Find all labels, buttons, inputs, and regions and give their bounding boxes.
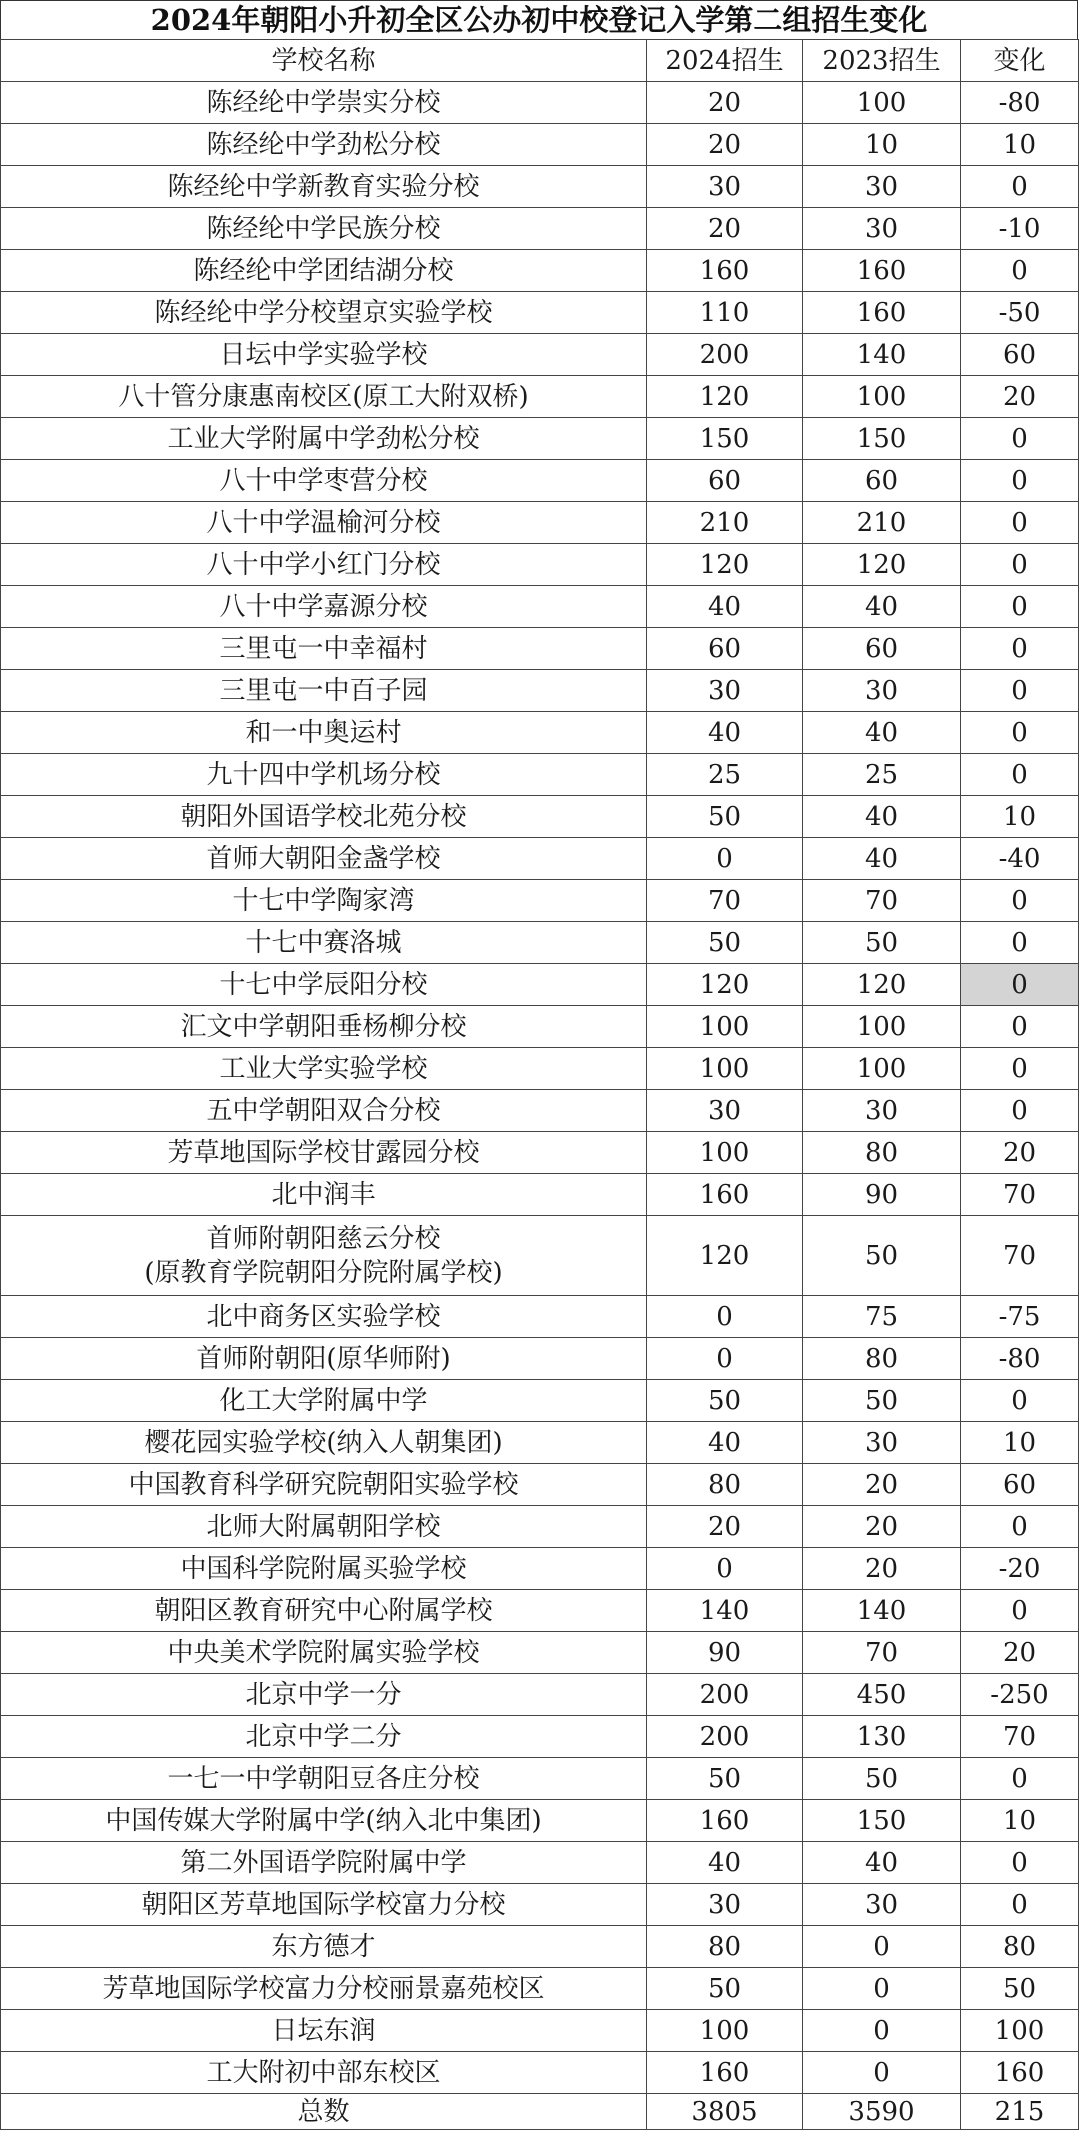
school-name-cell: 八十中学小红门分校 [1,544,647,586]
change-cell: -50 [961,292,1079,334]
enrollment-2023-cell: 40 [803,712,961,754]
school-name-line: 首师附朝阳慈云分校 [206,1223,441,1254]
table-row [1,1216,1079,1296]
enrollment-2023-cell: 160 [803,292,961,334]
change-cell: 70 [961,1216,1079,1296]
school-name-cell: 日坛中学实验学校 [1,334,647,376]
enrollment-2023-cell: 150 [803,418,961,460]
change-cell: 80 [961,1926,1079,1968]
school-name-cell: 第二外国语学院附属中学 [1,1842,647,1884]
enrollment-2024-cell: 200 [647,334,803,376]
change-cell: 100 [961,2010,1079,2052]
enrollment-2024-cell: 40 [647,712,803,754]
change-cell: -80 [961,82,1079,124]
school-name-cell: 陈经纶中学民族分校 [1,208,647,250]
enrollment-2024-cell: 50 [647,922,803,964]
change-cell: 0 [961,1506,1079,1548]
enrollment-table [0,39,1079,2130]
school-name-cell: 工业大学实验学校 [1,1048,647,1090]
change-cell: 0 [961,502,1079,544]
table-row [1,1296,1079,1338]
enrollment-2024-cell: 160 [647,1174,803,1216]
enrollment-2023-cell: 100 [803,376,961,418]
change-cell: 20 [961,1632,1079,1674]
enrollment-2024-cell: 0 [647,838,803,880]
enrollment-2023-cell: 150 [803,1800,961,1842]
table-row [1,880,1079,922]
change-cell: 70 [961,1174,1079,1216]
change-cell: 0 [961,460,1079,502]
school-name-cell: 北京中学一分 [1,1674,647,1716]
table-row [1,838,1079,880]
change-cell: 0 [961,922,1079,964]
school-name-cell: 汇文中学朝阳垂杨柳分校 [1,1006,647,1048]
school-name-cell: 九十四中学机场分校 [1,754,647,796]
change-cell: 0 [961,670,1079,712]
enrollment-2024-cell: 0 [647,1338,803,1380]
enrollment-2023-cell: 30 [803,1090,961,1132]
table-row [1,1800,1079,1842]
enrollment-2023-cell: 90 [803,1174,961,1216]
enrollment-2023-cell: 140 [803,334,961,376]
school-name-cell: 和一中奥运村 [1,712,647,754]
school-name-cell: 工大附初中部东校区 [1,2052,647,2094]
change-cell: -10 [961,208,1079,250]
enrollment-2024-cell: 0 [647,1296,803,1338]
school-name-cell: 工业大学附属中学劲松分校 [1,418,647,460]
enrollment-2024-cell: 25 [647,754,803,796]
enrollment-2024-cell: 80 [647,1926,803,1968]
table-row [1,1338,1079,1380]
table-row [1,1006,1079,1048]
school-name-cell: 中央美术学院附属实验学校 [1,1632,647,1674]
enrollment-2024-cell: 210 [647,502,803,544]
school-name-cell: 首师大朝阳金盏学校 [1,838,647,880]
header-change: 变化 [961,40,1079,82]
school-name-cell: 首师附朝阳(原华师附) [1,1338,647,1380]
total-change: 215 [961,2094,1079,2130]
enrollment-2024-cell: 20 [647,124,803,166]
school-name-cell: 樱花园实验学校(纳入人朝集团) [1,1422,647,1464]
enrollment-2024-cell: 20 [647,208,803,250]
table-row [1,166,1079,208]
change-cell: 0 [961,250,1079,292]
enrollment-2024-cell: 50 [647,1380,803,1422]
school-name-cell: 北京中学二分 [1,1716,647,1758]
enrollment-2024-cell: 120 [647,964,803,1006]
change-cell: 60 [961,1464,1079,1506]
table-row [1,586,1079,628]
enrollment-2023-cell: 120 [803,544,961,586]
table-row [1,1926,1079,1968]
school-name-cell: 芳草地国际学校富力分校丽景嘉苑校区 [1,1968,647,2010]
change-cell: 50 [961,1968,1079,2010]
school-name-cell: 陈经纶中学崇实分校 [1,82,647,124]
enrollment-2023-cell: 50 [803,922,961,964]
school-name-cell: 芳草地国际学校甘露园分校 [1,1132,647,1174]
table-row [1,334,1079,376]
change-cell: 0 [961,1884,1079,1926]
table-row [1,1758,1079,1800]
change-cell: 0 [961,1048,1079,1090]
enrollment-2024-cell: 160 [647,250,803,292]
enrollment-2023-cell: 25 [803,754,961,796]
enrollment-2023-cell: 30 [803,166,961,208]
enrollment-2023-cell: 450 [803,1674,961,1716]
change-cell: 10 [961,1422,1079,1464]
table-row [1,2010,1079,2052]
school-name-cell: 朝阳外国语学校北苑分校 [1,796,647,838]
school-name-cell: 日坛东润 [1,2010,647,2052]
school-name-cell: 东方德才 [1,1926,647,1968]
table-row [1,250,1079,292]
enrollment-2024-cell: 100 [647,1048,803,1090]
change-cell: 0 [961,166,1079,208]
enrollment-2024-cell: 200 [647,1716,803,1758]
school-name-cell: 一七一中学朝阳豆各庄分校 [1,1758,647,1800]
enrollment-2024-cell: 120 [647,376,803,418]
school-name-cell: 北师大附属朝阳学校 [1,1506,647,1548]
enrollment-2024-cell: 100 [647,1006,803,1048]
table-row [1,376,1079,418]
enrollment-2024-cell: 50 [647,1758,803,1800]
enrollment-2023-cell: 30 [803,1884,961,1926]
header-2024-enrollment: 2024招生 [647,40,803,82]
enrollment-2023-cell: 0 [803,1926,961,1968]
table-body [1,82,1079,2094]
change-cell: 0 [961,712,1079,754]
change-cell: -80 [961,1338,1079,1380]
enrollment-2024-cell: 160 [647,2052,803,2094]
table-row [1,1090,1079,1132]
change-cell: 0 [961,754,1079,796]
enrollment-2023-cell: 0 [803,2010,961,2052]
change-cell: 60 [961,334,1079,376]
school-name-cell: 北中商务区实验学校 [1,1296,647,1338]
table-row [1,754,1079,796]
enrollment-2024-cell: 100 [647,1132,803,1174]
school-name-cell: 中国科学院附属买验学校 [1,1548,647,1590]
school-name-cell: 化工大学附属中学 [1,1380,647,1422]
total-row [1,2094,1079,2130]
table-row [1,1884,1079,1926]
enrollment-2024-cell: 150 [647,418,803,460]
school-name-cell: 五中学朝阳双合分校 [1,1090,647,1132]
enrollment-2023-cell: 50 [803,1380,961,1422]
school-name-cell: 陈经纶中学团结湖分校 [1,250,647,292]
total-label: 总数 [1,2094,647,2130]
enrollment-2023-cell: 100 [803,1006,961,1048]
school-name-cell: 北中润丰 [1,1174,647,1216]
table-row [1,1174,1079,1216]
enrollment-2023-cell: 0 [803,1968,961,2010]
school-name-cell: 十七中赛洛城 [1,922,647,964]
enrollment-2023-cell: 100 [803,82,961,124]
table-row [1,82,1079,124]
table-row [1,1506,1079,1548]
school-name-cell: 陈经纶中学新教育实验分校 [1,166,647,208]
change-cell: 0 [961,1590,1079,1632]
enrollment-2024-cell: 140 [647,1590,803,1632]
school-name-cell: 三里屯一中百子园 [1,670,647,712]
table-row [1,922,1079,964]
school-name-cell: 朝阳区教育研究中心附属学校 [1,1590,647,1632]
enrollment-2023-cell: 70 [803,880,961,922]
enrollment-2024-cell: 60 [647,460,803,502]
table-row [1,1968,1079,2010]
enrollment-2024-cell: 100 [647,2010,803,2052]
enrollment-2024-cell: 30 [647,1090,803,1132]
table-row [1,1632,1079,1674]
enrollment-2023-cell: 40 [803,1842,961,1884]
header-row [1,40,1079,82]
school-name-note: (原教育学院朝阳分院附属学校) [144,1257,503,1288]
enrollment-2023-cell: 0 [803,2052,961,2094]
enrollment-2024-cell: 20 [647,1506,803,1548]
table-row [1,1380,1079,1422]
enrollment-2024-cell: 60 [647,628,803,670]
total-2024: 3805 [647,2094,803,2130]
table-row [1,418,1079,460]
change-cell: 10 [961,796,1079,838]
school-name-cell: 陈经纶中学分校望京实验学校 [1,292,647,334]
school-name-cell: 三里屯一中幸福村 [1,628,647,670]
header-school-name: 学校名称 [1,40,647,82]
enrollment-2024-cell: 160 [647,1800,803,1842]
change-cell: 0 [961,586,1079,628]
enrollment-2024-cell: 80 [647,1464,803,1506]
enrollment-2024-cell: 50 [647,796,803,838]
enrollment-2023-cell: 40 [803,838,961,880]
change-cell: 70 [961,1716,1079,1758]
table-row [1,208,1079,250]
enrollment-2023-cell: 140 [803,1590,961,1632]
change-cell: 0 [961,1006,1079,1048]
table-row [1,2052,1079,2094]
school-name-cell: 十七中学辰阳分校 [1,964,647,1006]
enrollment-2024-cell: 70 [647,880,803,922]
enrollment-2023-cell: 30 [803,208,961,250]
table-row [1,1048,1079,1090]
change-cell: -250 [961,1674,1079,1716]
school-name-cell: 八十管分康惠南校区(原工大附双桥) [1,376,647,418]
enrollment-2023-cell: 50 [803,1758,961,1800]
enrollment-2023-cell: 80 [803,1338,961,1380]
total-2023: 3590 [803,2094,961,2130]
table-row [1,1422,1079,1464]
school-name-cell: 中国教育科学研究院朝阳实验学校 [1,1464,647,1506]
enrollment-2023-cell: 80 [803,1132,961,1174]
enrollment-2023-cell: 20 [803,1464,961,1506]
table-row [1,1590,1079,1632]
enrollment-2024-cell: 30 [647,670,803,712]
change-cell: 160 [961,2052,1079,2094]
enrollment-2023-cell: 50 [803,1216,961,1296]
change-cell: 10 [961,124,1079,166]
table-row [1,1132,1079,1174]
enrollment-2023-cell: 60 [803,460,961,502]
change-cell: 0 [961,544,1079,586]
enrollment-2024-cell: 50 [647,1968,803,2010]
change-cell: 0 [961,880,1079,922]
school-name-cell: 朝阳区芳草地国际学校富力分校 [1,1884,647,1926]
enrollment-2024-cell: 120 [647,544,803,586]
change-cell: 0 [961,1842,1079,1884]
school-name-cell: 八十中学温榆河分校 [1,502,647,544]
enrollment-2024-cell: 120 [647,1216,803,1296]
table-row [1,712,1079,754]
school-name-cell: 八十中学枣营分校 [1,460,647,502]
school-name-cell: 陈经纶中学劲松分校 [1,124,647,166]
enrollment-2024-cell: 200 [647,1674,803,1716]
enrollment-2024-cell: 110 [647,292,803,334]
change-cell: 0 [961,628,1079,670]
enrollment-2023-cell: 210 [803,502,961,544]
change-cell: 0 [961,1758,1079,1800]
enrollment-2023-cell: 160 [803,250,961,292]
change-cell: 0 [961,964,1079,1006]
enrollment-2023-cell: 60 [803,628,961,670]
school-name-cell [1,1216,647,1296]
enrollment-2024-cell: 30 [647,166,803,208]
enrollment-2024-cell: 30 [647,1884,803,1926]
enrollment-2023-cell: 20 [803,1548,961,1590]
enrollment-2024-cell: 40 [647,1842,803,1884]
change-cell: 0 [961,1090,1079,1132]
table-row [1,964,1079,1006]
change-cell: 10 [961,1800,1079,1842]
enrollment-2023-cell: 30 [803,1422,961,1464]
enrollment-2023-cell: 40 [803,586,961,628]
table-row [1,1674,1079,1716]
change-cell: -20 [961,1548,1079,1590]
enrollment-2024-cell: 90 [647,1632,803,1674]
school-name-cell: 中国传媒大学附属中学(纳入北中集团) [1,1800,647,1842]
change-cell: 0 [961,418,1079,460]
table-row [1,292,1079,334]
change-cell: -75 [961,1296,1079,1338]
table-row [1,502,1079,544]
enrollment-2023-cell: 75 [803,1296,961,1338]
table-row [1,1464,1079,1506]
change-cell: 20 [961,376,1079,418]
enrollment-2024-cell: 20 [647,82,803,124]
table-row [1,124,1079,166]
enrollment-2023-cell: 130 [803,1716,961,1758]
enrollment-2023-cell: 30 [803,670,961,712]
enrollment-2023-cell: 120 [803,964,961,1006]
enrollment-2023-cell: 40 [803,796,961,838]
header-2023-enrollment: 2023招生 [803,40,961,82]
enrollment-2024-cell: 0 [647,1548,803,1590]
school-name-cell: 十七中学陶家湾 [1,880,647,922]
enrollment-2023-cell: 100 [803,1048,961,1090]
table-row [1,544,1079,586]
change-cell: 20 [961,1132,1079,1174]
school-name-cell: 八十中学嘉源分校 [1,586,647,628]
enrollment-2023-cell: 70 [803,1632,961,1674]
change-cell: 0 [961,1380,1079,1422]
table-row [1,628,1079,670]
table-title: 2024年朝阳小升初全区公办初中校登记入学第二组招生变化 [0,0,1078,40]
table-row [1,1548,1079,1590]
enrollment-2024-cell: 40 [647,586,803,628]
change-cell: -40 [961,838,1079,880]
table-row [1,670,1079,712]
enrollment-2023-cell: 10 [803,124,961,166]
enrollment-2023-cell: 20 [803,1506,961,1548]
table-row [1,1842,1079,1884]
table-row [1,1716,1079,1758]
table-row [1,796,1079,838]
enrollment-2024-cell: 40 [647,1422,803,1464]
table-row [1,460,1079,502]
